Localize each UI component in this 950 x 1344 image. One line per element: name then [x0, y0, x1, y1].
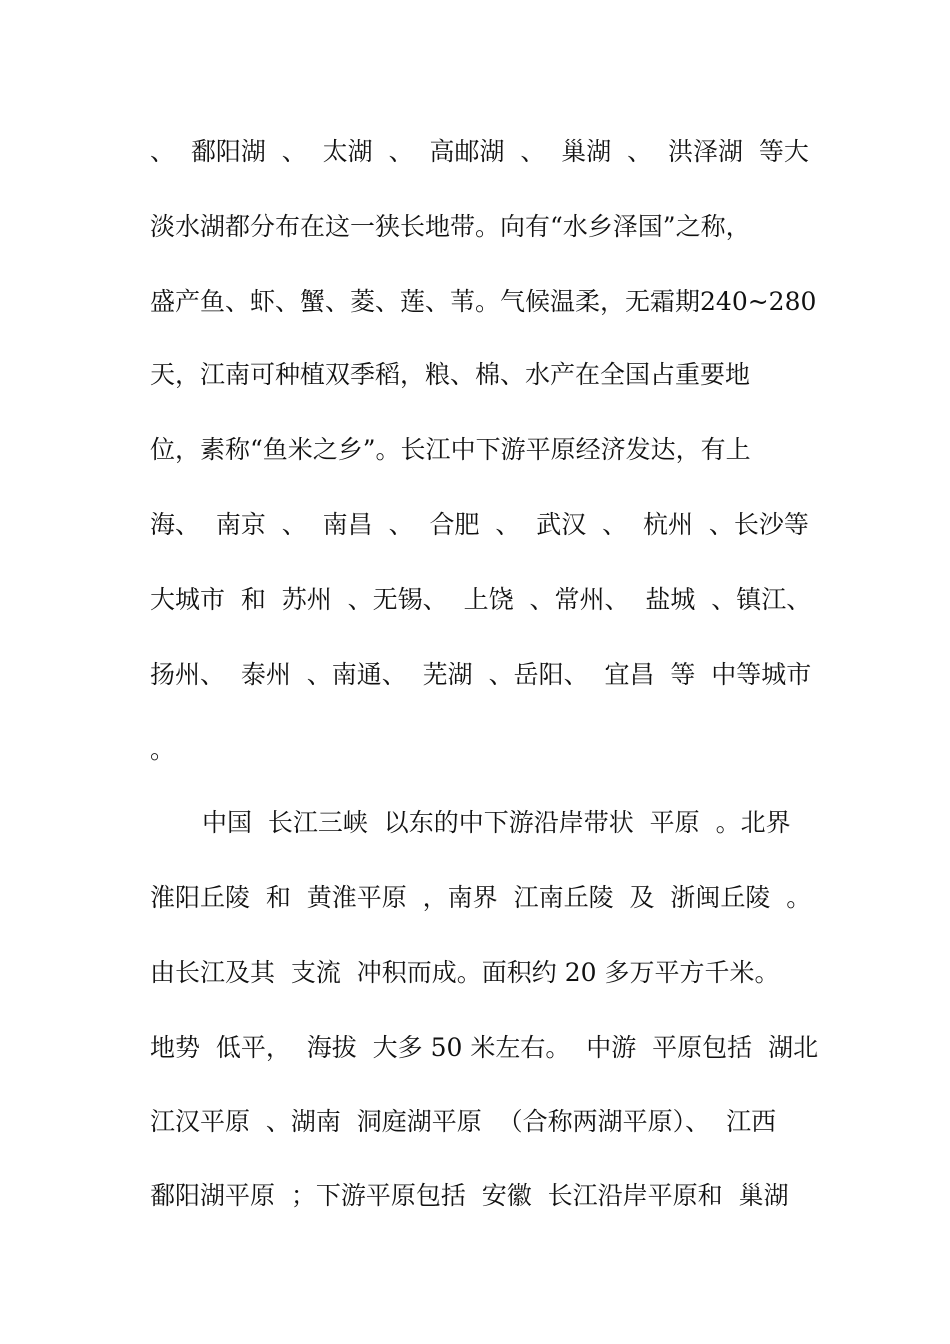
text-line: 盛产鱼、虾、蟹、菱、莲、苇。气候温柔，无霜期240~280 — [150, 287, 817, 316]
text-line: 扬州、 泰州 、南通、 芜湖 、岳阳、 宜昌 等 中等城市 — [150, 660, 812, 689]
text-line: 海、 南京 、 南昌 、 合肥 、 武汉 、 杭州 、长沙等 — [150, 510, 809, 539]
text-line: 。 — [150, 735, 176, 764]
text-line: 淡水湖都分布在这一狭长地带。向有“水乡泽国”之称， — [150, 212, 751, 241]
text-line: 位，素称“鱼米之乡”。长江中下游平原经济发达，有上 — [150, 435, 751, 464]
text-line: 大城市 和 苏州 、无锡、 上饶 、常州、 盐城 、镇江、 — [150, 585, 812, 614]
text-line: 淮阳丘陵 和 黄淮平原 ，南界 江南丘陵 及 浙闽丘陵 。 — [150, 883, 812, 912]
text-line: 鄱阳湖平原 ；下游平原包括 安徽 长江沿岸平原和 巢湖 — [150, 1181, 789, 1210]
text-line: 天，江南可种植双季稻，粮、棉、水产在全国占重要地 — [150, 360, 751, 389]
paragraph-first-line: 中国 长江三峡 以东的中下游沿岸带状 平原 。北界 — [202, 808, 791, 837]
text-line: 由长江及其 支流 冲积而成。面积约 20 多万平方千米。 — [150, 958, 780, 987]
text-line: 、 鄱阳湖 、 太湖 、 高邮湖 、 巢湖 、 洪泽湖 等大 — [150, 137, 809, 166]
text-line: 地势 低平， 海拔 大多 50 米左右。 中游 平原包括 湖北 — [150, 1033, 819, 1062]
text-line: 江汉平原 、湖南 洞庭湖平原 （合称两湖平原）、 江西 — [150, 1107, 777, 1136]
